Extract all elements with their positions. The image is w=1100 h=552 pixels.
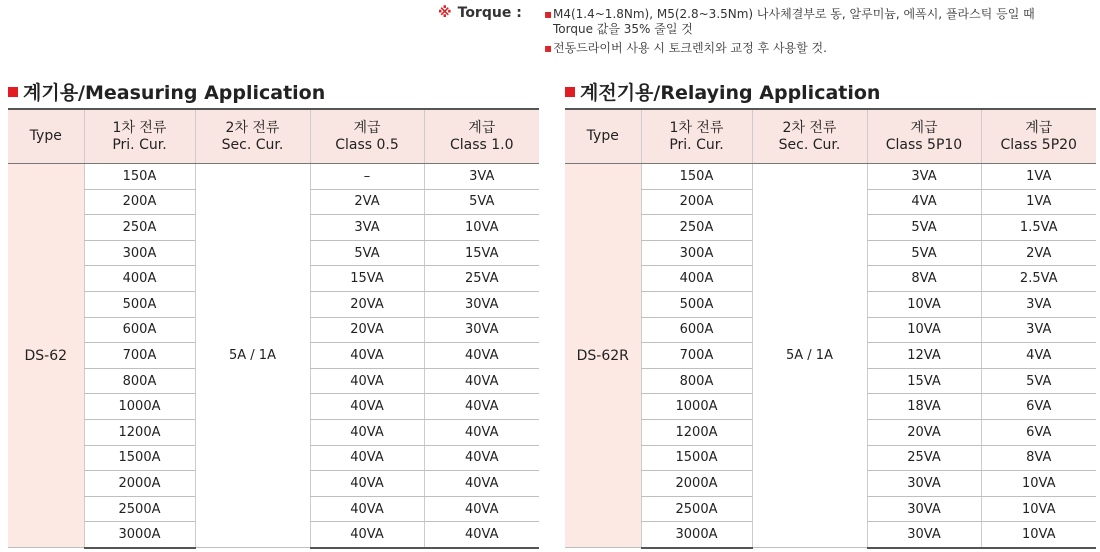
pri-current-cell: 150A	[84, 164, 195, 190]
class-1-cell: –	[310, 164, 424, 190]
class-1-cell: 30VA	[867, 496, 981, 522]
class-1-cell: 18VA	[867, 394, 981, 420]
class-2-cell: 40VA	[424, 419, 539, 445]
class-2-cell: 5VA	[981, 368, 1096, 394]
relaying-section-title	[565, 78, 880, 105]
pri-current-cell: 2000A	[84, 471, 195, 497]
pri-current-cell: 800A	[641, 368, 752, 394]
header-sec-current: 2차 전류 Sec. Cur.	[752, 109, 867, 164]
class-2-cell: 10VA	[981, 522, 1096, 548]
class-2-cell: 2.5VA	[981, 266, 1096, 292]
header-pri-current: 1차 전류 Pri. Cur.	[84, 109, 195, 164]
class-2-cell: 10VA	[981, 496, 1096, 522]
class-1-cell: 30VA	[867, 471, 981, 497]
class-2-cell: 30VA	[424, 291, 539, 317]
class-2-cell: 40VA	[424, 522, 539, 548]
class-2-cell: 3VA	[981, 291, 1096, 317]
torque-heading	[438, 6, 522, 21]
header-class-2: 계급 Class 5P20	[981, 109, 1096, 164]
pri-current-cell: 1500A	[84, 445, 195, 471]
type-cell: DS-62	[8, 164, 84, 548]
torque-note-2-text: 전동드라이버 사용 시 토크렌치와 교정 후 사용할 것.	[553, 41, 827, 55]
class-1-cell: 8VA	[867, 266, 981, 292]
pri-current-cell: 700A	[84, 343, 195, 369]
class-1-cell: 20VA	[867, 419, 981, 445]
class-1-cell: 10VA	[867, 317, 981, 343]
sec-current-cell: 5A / 1A	[195, 164, 310, 548]
class-1-cell: 40VA	[310, 343, 424, 369]
header-pri-current: 1차 전류 Pri. Cur.	[641, 109, 752, 164]
red-square-icon	[565, 87, 575, 97]
class-1-cell: 40VA	[310, 368, 424, 394]
measuring-table	[8, 108, 539, 549]
measuring-title-text: 계기용/Measuring Application	[23, 82, 326, 104]
relaying-title-text: 계전기용/Relaying Application	[580, 82, 881, 104]
class-2-cell: 40VA	[424, 496, 539, 522]
pri-current-cell: 1200A	[641, 419, 752, 445]
class-1-cell: 2VA	[310, 189, 424, 215]
pri-current-cell: 3000A	[641, 522, 752, 548]
class-1-cell: 4VA	[867, 189, 981, 215]
bullet-icon: ▪	[544, 41, 553, 55]
torque-note-1-cont-text: Torque 값을 35% 줄일 것	[553, 22, 693, 36]
header-type: Type	[565, 109, 641, 164]
class-1-cell: 40VA	[310, 522, 424, 548]
class-1-cell: 5VA	[867, 215, 981, 241]
pri-current-cell: 2500A	[84, 496, 195, 522]
pri-current-cell: 1000A	[84, 394, 195, 420]
torque-note-list	[544, 7, 1035, 56]
table-row	[8, 164, 539, 190]
class-1-cell: 15VA	[310, 266, 424, 292]
pri-current-cell: 200A	[641, 189, 752, 215]
class-1-cell: 25VA	[867, 445, 981, 471]
class-1-cell: 5VA	[310, 240, 424, 266]
table-header-row	[8, 109, 539, 164]
class-2-cell: 15VA	[424, 240, 539, 266]
pri-current-cell: 600A	[641, 317, 752, 343]
reference-mark-icon: ※	[438, 5, 452, 21]
header-type: Type	[8, 109, 84, 164]
header-class-1: 계급 Class 0.5	[310, 109, 424, 164]
header-class-1: 계급 Class 5P10	[867, 109, 981, 164]
class-1-cell: 20VA	[310, 317, 424, 343]
class-1-cell: 15VA	[867, 368, 981, 394]
class-2-cell: 1VA	[981, 189, 1096, 215]
class-2-cell: 30VA	[424, 317, 539, 343]
sec-current-cell: 5A / 1A	[752, 164, 867, 548]
pri-current-cell: 500A	[84, 291, 195, 317]
pri-current-cell: 2000A	[641, 471, 752, 497]
class-2-cell: 40VA	[424, 394, 539, 420]
pri-current-cell: 1500A	[641, 445, 752, 471]
class-1-cell: 40VA	[310, 419, 424, 445]
torque-note-1-continued	[544, 22, 1035, 37]
class-1-cell: 12VA	[867, 343, 981, 369]
bullet-icon: ▪	[544, 7, 553, 21]
header-class-2: 계급 Class 1.0	[424, 109, 539, 164]
class-2-cell: 40VA	[424, 343, 539, 369]
class-2-cell: 40VA	[424, 471, 539, 497]
class-1-cell: 3VA	[310, 215, 424, 241]
class-1-cell: 5VA	[867, 240, 981, 266]
red-square-icon	[8, 87, 18, 97]
pri-current-cell: 800A	[84, 368, 195, 394]
torque-label: Torque :	[457, 5, 522, 21]
pri-current-cell: 2500A	[641, 496, 752, 522]
class-1-cell: 40VA	[310, 496, 424, 522]
class-2-cell: 6VA	[981, 419, 1096, 445]
pri-current-cell: 300A	[84, 240, 195, 266]
pri-current-cell: 1200A	[84, 419, 195, 445]
class-2-cell: 2VA	[981, 240, 1096, 266]
pri-current-cell: 500A	[641, 291, 752, 317]
class-1-cell: 40VA	[310, 394, 424, 420]
pri-current-cell: 400A	[641, 266, 752, 292]
measuring-section-title	[8, 78, 325, 105]
pri-current-cell: 3000A	[84, 522, 195, 548]
class-2-cell: 40VA	[424, 445, 539, 471]
pri-current-cell: 600A	[84, 317, 195, 343]
class-1-cell: 30VA	[867, 522, 981, 548]
class-1-cell: 40VA	[310, 471, 424, 497]
class-1-cell: 40VA	[310, 445, 424, 471]
table-header-row	[565, 109, 1096, 164]
relaying-table	[565, 108, 1096, 549]
pri-current-cell: 400A	[84, 266, 195, 292]
class-2-cell: 3VA	[981, 317, 1096, 343]
class-1-cell: 20VA	[310, 291, 424, 317]
class-2-cell: 3VA	[424, 164, 539, 190]
class-2-cell: 10VA	[981, 471, 1096, 497]
torque-note-1	[544, 7, 1035, 22]
class-2-cell: 1VA	[981, 164, 1096, 190]
table-row	[565, 164, 1096, 190]
pri-current-cell: 250A	[84, 215, 195, 241]
class-1-cell: 3VA	[867, 164, 981, 190]
class-2-cell: 6VA	[981, 394, 1096, 420]
class-2-cell: 40VA	[424, 368, 539, 394]
class-2-cell: 4VA	[981, 343, 1096, 369]
class-2-cell: 25VA	[424, 266, 539, 292]
class-2-cell: 1.5VA	[981, 215, 1096, 241]
pri-current-cell: 150A	[641, 164, 752, 190]
class-1-cell: 10VA	[867, 291, 981, 317]
pri-current-cell: 700A	[641, 343, 752, 369]
class-2-cell: 10VA	[424, 215, 539, 241]
torque-note-1-text: M4(1.4~1.8Nm), M5(2.8~3.5Nm) 나사체결부로 동, 알루미늄, 에폭시, 플라스틱 등일 때	[553, 7, 1035, 21]
torque-note-2	[544, 41, 1035, 56]
pri-current-cell: 250A	[641, 215, 752, 241]
class-2-cell: 5VA	[424, 189, 539, 215]
pri-current-cell: 200A	[84, 189, 195, 215]
pri-current-cell: 300A	[641, 240, 752, 266]
class-2-cell: 8VA	[981, 445, 1096, 471]
type-cell: DS-62R	[565, 164, 641, 548]
pri-current-cell: 1000A	[641, 394, 752, 420]
header-sec-current: 2차 전류 Sec. Cur.	[195, 109, 310, 164]
